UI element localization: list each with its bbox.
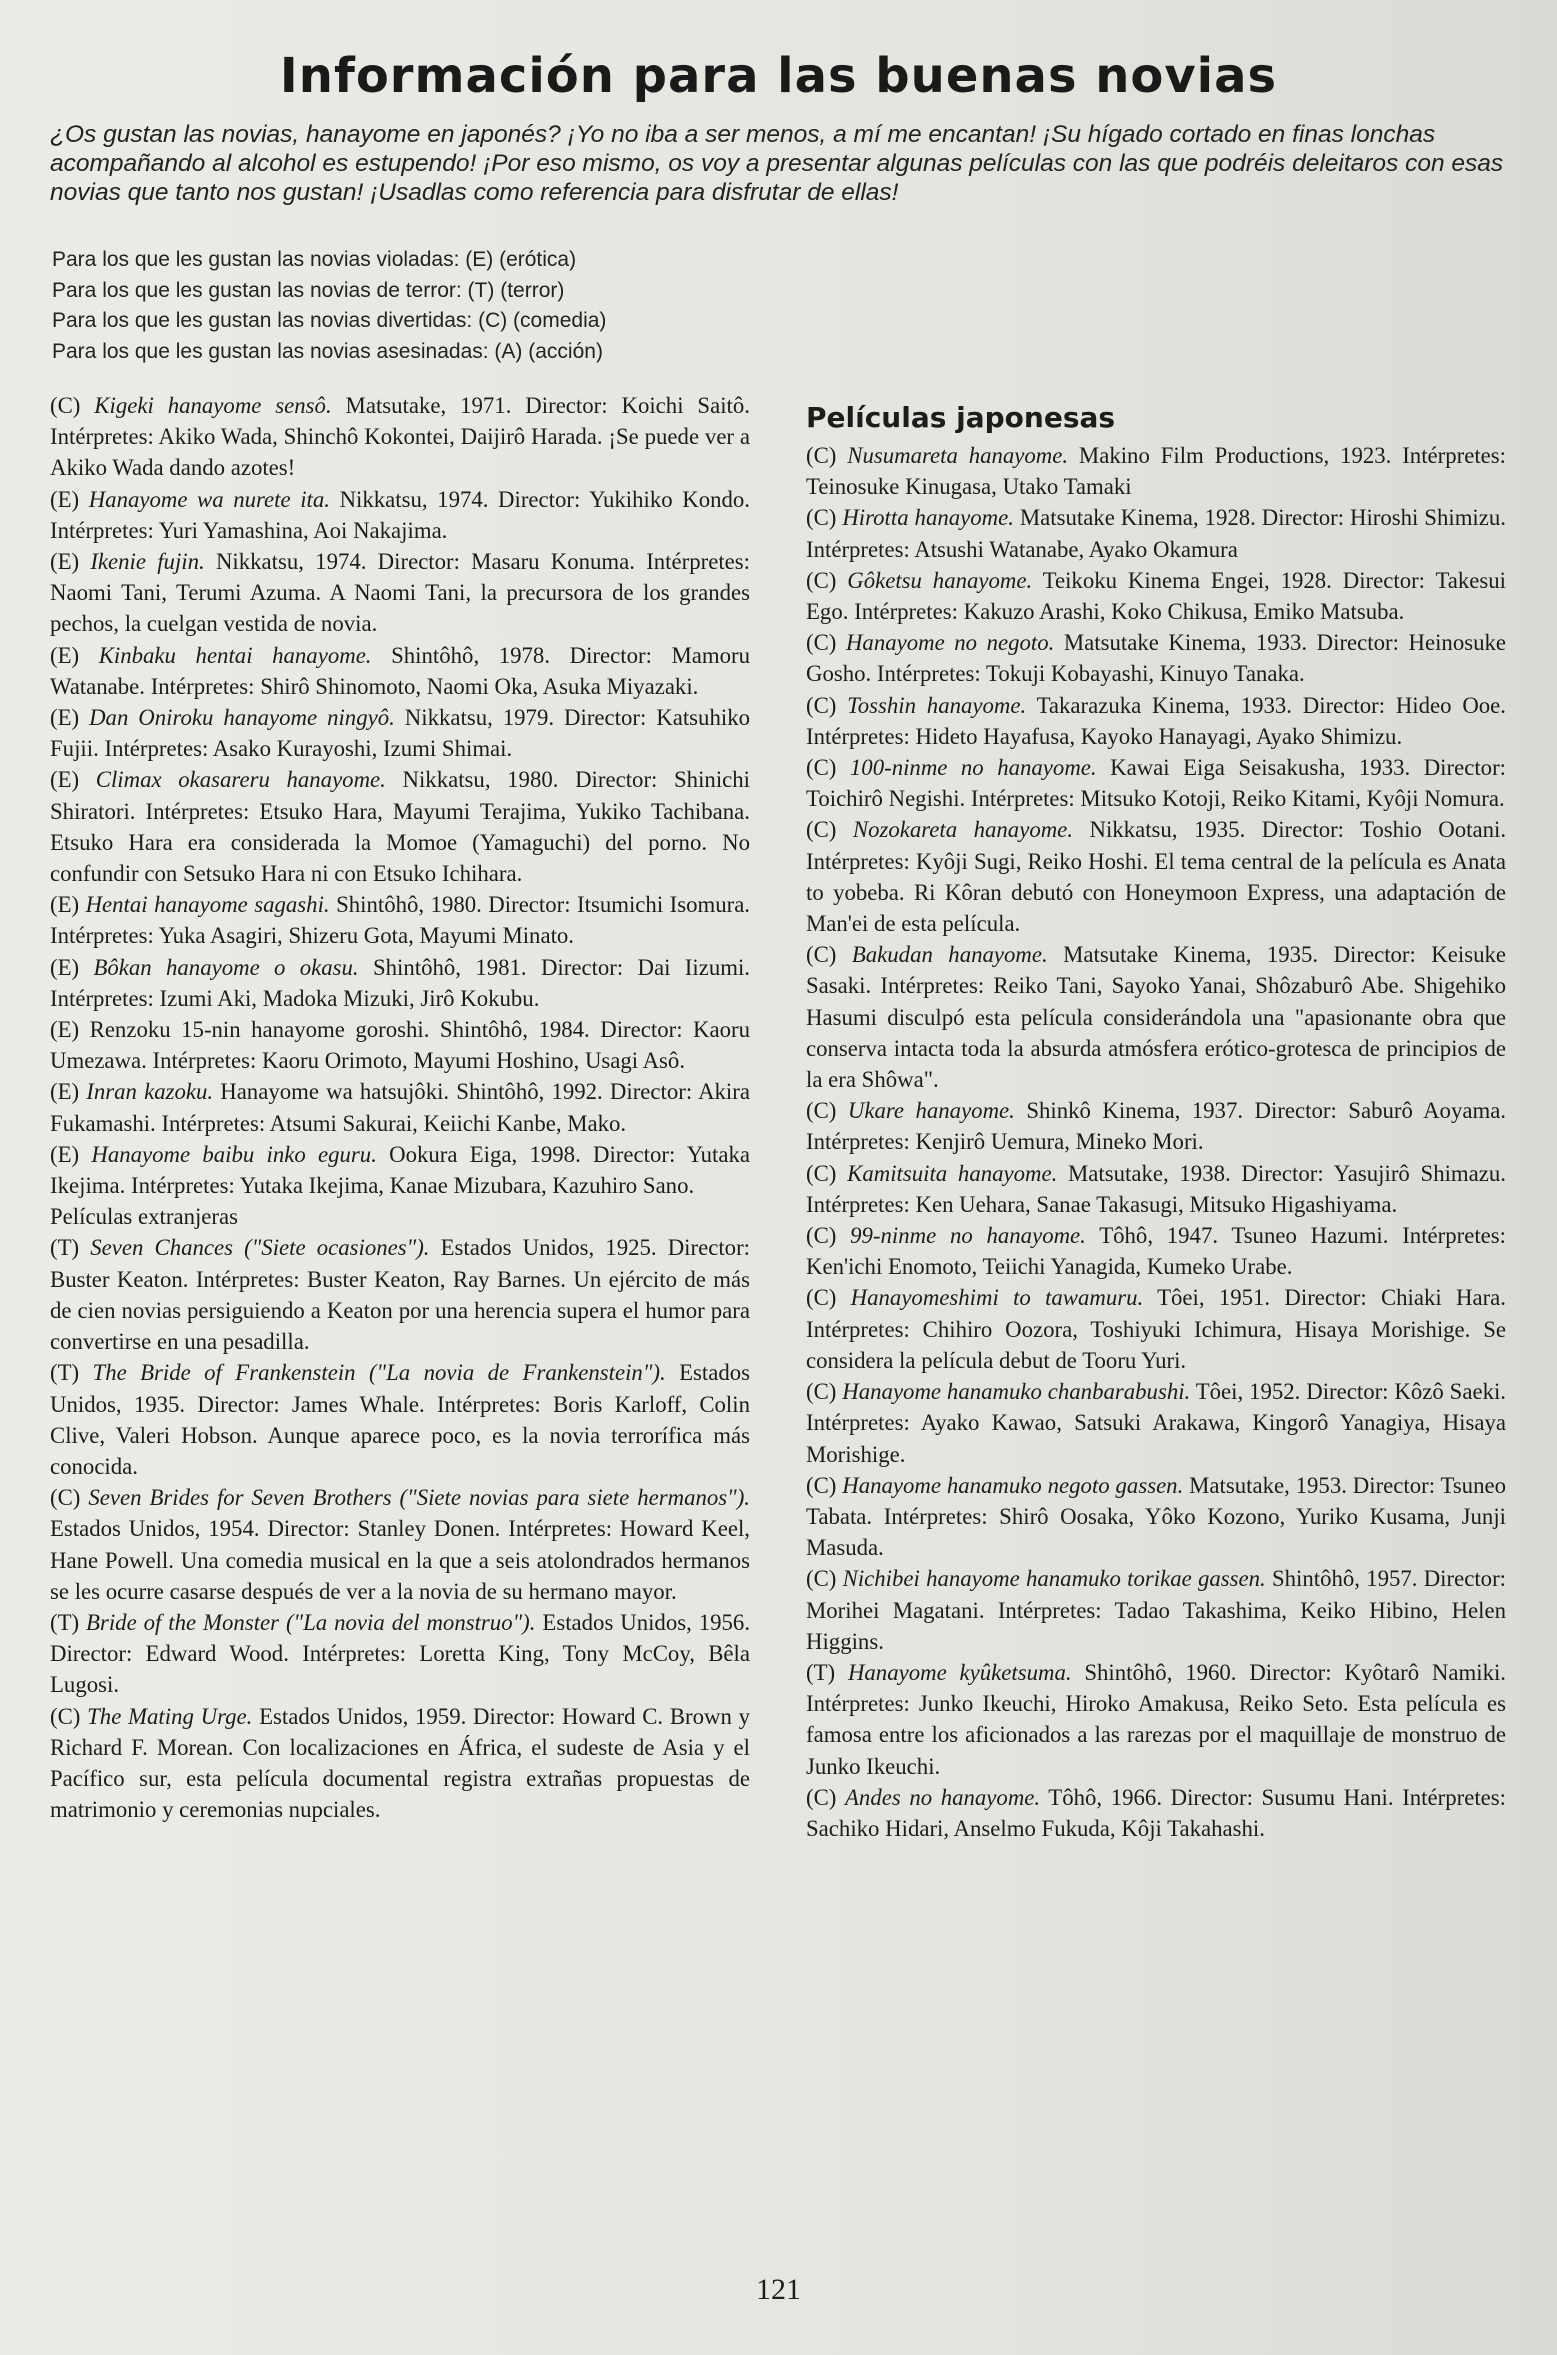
film-title: Seven Brides for Seven Brothers ("Siete novias para siete hermanos"). — [88, 1485, 750, 1511]
genre-tag: (C) — [806, 817, 837, 843]
film-entry — [50, 702, 750, 764]
film-details: Kawai Eiga Seisakusha, 1933. Director: Toichirô Negishi. Intérpretes: Mitsuko Kotoji, Reiko Kitami, Kyôji Nomura. — [806, 755, 1506, 812]
film-title: 99-ninme no hanayome. — [850, 1223, 1086, 1249]
film-entry — [50, 1139, 750, 1201]
genre-tag: (C) — [806, 692, 837, 718]
film-details: Nikkatsu, 1935. Director: Toshio Ootani. Intérpretes: Kyôji Sugi, Reiko Hoshi. El tema central de la película es Anata to yobeba. Ri Kôran debutó con Honeymoon Express, una adaptación de Man'ei de esta película. — [806, 817, 1507, 937]
genre-tag: (E) — [50, 1017, 80, 1043]
film-title: The Mating Urge. — [87, 1703, 253, 1729]
film-entry — [50, 1014, 750, 1076]
guide-line: Para los que les gustan las novias de terror: (T) (terror) — [52, 278, 565, 302]
film-entry — [50, 1482, 750, 1607]
right-column-entries — [806, 440, 1506, 1844]
film-details: Shintôhô, 1980. Director: Itsumichi Isomura. Intérpretes: Yuka Asagiri, Shizeru Gota, Mayumi Minato. — [50, 892, 751, 949]
film-title: Hentai hanayome sagashi. — [85, 892, 330, 918]
genre-tag: (C) — [50, 1485, 81, 1511]
film-title: Bôkan hanayome o okasu. — [93, 954, 359, 980]
film-details: Estados Unidos, 1935. Director: James Whale. Intérpretes: Boris Karloff, Colin Clive, Valeri Hobson. Aunque aparece poco, es la novia terrorífica más conocida. — [50, 1360, 750, 1479]
film-title: Hanayome hanamuko chanbarabushi. — [842, 1379, 1191, 1405]
film-entry — [50, 640, 750, 702]
genre-tag: (C) — [806, 1098, 837, 1124]
film-entry — [50, 1701, 750, 1826]
film-title: Hanayomeshimi to tawamuru. — [850, 1285, 1144, 1311]
intro-text: ¿Os gustan las novias, hanayome en japonés? ¡Yo no iba a ser menos, a mí me encantan! ¡Su hígado cortado en finas lonchas acompañando al alcohol es estupendo! ¡Por eso mismo, os voy a presentar algunas películas con las que podréis deleitaros con esas novias que tanto nos gustan! ¡Usadlas como referencia para disfrutar de ellas! — [50, 121, 1504, 206]
genre-tag: (C) — [806, 443, 837, 468]
genre-tag: (C) — [50, 1703, 81, 1729]
film-title: Tosshin hanayome. — [847, 692, 1027, 718]
genre-tag: (C) — [806, 1223, 837, 1249]
film-details: Shintôhô, 1957. Director: Morihei Magatani. Intérpretes: Tadao Takashima, Keiko Hibino, Helen Higgins. — [806, 1566, 1506, 1654]
genre-tag: (C) — [806, 1160, 837, 1186]
film-details: Makino Film Productions, 1923. Intérpretes: Teinosuke Kinugasa, Utako Tamaki — [806, 443, 1507, 500]
genre-tag: (C) — [806, 1472, 837, 1498]
film-title: Kamitsuita hanayome. — [847, 1160, 1058, 1186]
genre-tag: (T) — [50, 1360, 80, 1386]
genre-tag: (C) — [806, 942, 837, 968]
left-column — [50, 390, 750, 1825]
genre-tag: (E) — [50, 1079, 80, 1105]
genre-guide — [52, 245, 812, 367]
genre-tag: (E) — [50, 892, 80, 918]
film-entry — [806, 1657, 1506, 1782]
film-details: Tôhô, 1947. Tsuneo Hazumi. Intérpretes: Ken'ichi Enomoto, Teiichi Yanagida, Kumeko Urabe. — [806, 1223, 1506, 1280]
film-title: Dan Oniroku hanayome ningyô. — [89, 705, 395, 731]
film-title: Hirotta hanayome. — [842, 505, 1014, 531]
film-details: Matsutake, 1938. Director: Yasujirô Shimazu. Intérpretes: Ken Uehara, Sanae Takasugi, Mitsuko Higashiyama. — [806, 1160, 1507, 1217]
genre-tag: (C) — [806, 505, 837, 531]
film-entry — [50, 484, 750, 546]
film-details: Takarazuka Kinema, 1933. Director: Hideo Ooe. Intérpretes: Hideto Hayafusa, Kayoko Hanayagi, Ayako Shimizu. — [806, 692, 1506, 749]
film-details: Hanayome wa hatsujôki. Shintôhô, 1992. Director: Akira Fukamashi. Intérpretes: Atsumi Sakurai, Keiichi Kanbe, Mako. — [50, 1079, 750, 1136]
film-entry — [806, 440, 1506, 502]
genre-tag: (C) — [806, 567, 837, 593]
film-details: Matsutake, 1971. Director: Koichi Saitô. Intérpretes: Akiko Wada, Shinchô Kokontei, Daijirô Harada. ¡Se puede ver a Akiko Wada dando azotes! — [50, 393, 750, 481]
film-details: Shinkô Kinema, 1937. Director: Saburô Aoyama. Intérpretes: Kenjirô Uemura, Mineko Mori. — [806, 1098, 1507, 1155]
film-details: Matsutake Kinema, 1928. Director: Hiroshi Shimizu. Intérpretes: Atsushi Watanabe, Ayako Okamura — [806, 505, 1506, 562]
film-details: Estados Unidos, 1925. Director: Buster Keaton. Intérpretes: Buster Keaton, Ray Barnes. Un ejército de más de cien novias persiguiendo a Keaton por una herencia supera el humor para convertirse en una pesadilla. — [50, 1235, 751, 1355]
film-entry — [806, 1376, 1506, 1470]
genre-tag: (E) — [50, 954, 80, 980]
film-entry — [806, 565, 1506, 627]
film-entry — [50, 1201, 750, 1232]
page-title: Información para las buenas novias — [279, 48, 1278, 104]
film-entry — [50, 1357, 750, 1482]
film-details: Ookura Eiga, 1998. Director: Yutaka Ikejima. Intérpretes: Yutaka Ikejima, Kanae Mizubara, Kazuhiro Sano. — [50, 1141, 750, 1199]
genre-tag: (C) — [806, 1379, 837, 1405]
film-details: Estados Unidos, 1956. Director: Edward Wood. Intérpretes: Loretta King, Tony McCoy, Bêla Lugosi. — [50, 1609, 751, 1698]
genre-tag: (C) — [806, 755, 837, 781]
right-column — [806, 398, 1506, 1844]
film-details: Shintôhô, 1981. Director: Dai Iizumi. Intérpretes: Izumi Aki, Madoka Mizuki, Jirô Kokubu. — [50, 954, 751, 1011]
film-entry — [50, 1076, 750, 1138]
film-entry — [50, 952, 750, 1014]
genre-tag: (E) — [50, 642, 80, 668]
film-title: Hanayome wa nurete ita. — [88, 486, 330, 512]
film-title: Hanayome hanamuko negoto gassen. — [842, 1472, 1184, 1498]
film-details: Teikoku Kinema Engei, 1928. Director: Takesui Ego. Intérpretes: Kakuzo Arashi, Koko Chikusa, Emiko Matsuba. — [806, 567, 1507, 625]
film-entry — [50, 390, 750, 484]
film-entry — [806, 814, 1506, 939]
film-title: Hanayome no negoto. — [845, 630, 1055, 656]
genre-tag: (E) — [50, 705, 80, 731]
film-entry — [806, 1282, 1506, 1376]
film-title: 100-ninme no hanayome. — [849, 755, 1097, 781]
film-details: Tôhô, 1966. Director: Susumu Hani. Intérpretes: Sachiko Hidari, Anselmo Fukuda, Kôji Takahashi. — [806, 1784, 1506, 1841]
genre-tag: (E) — [50, 549, 80, 575]
film-title: Ukare hanayome. — [847, 1098, 1015, 1124]
film-entry — [806, 1095, 1506, 1157]
film-entry — [806, 752, 1506, 814]
film-entry — [50, 1607, 750, 1701]
genre-tag: (C) — [806, 1784, 837, 1810]
film-entry — [806, 627, 1506, 689]
genre-tag: (C) — [806, 1285, 837, 1311]
film-details: Shintôhô, 1960. Director: Kyôtarô Namiki. Intérpretes: Junko Ikeuchi, Hiroko Amakusa, Reiko Seto. Esta película es famosa entre los aficionados a las rarezas por el maquillaje de monstruo de Junko Ikeuchi. — [806, 1659, 1507, 1779]
guide-line: Para los que les gustan las novias asesinadas: (A) (acción) — [52, 339, 603, 363]
film-details: Nikkatsu, 1974. Director: Masaru Konuma. Intérpretes: Naomi Tani, Terumi Azuma. A Naomi Tani, la precursora de los grandes pechos, la cuelgan vestida de novia. — [50, 549, 750, 637]
film-entry — [50, 1232, 750, 1357]
genre-tag: (E) — [50, 1141, 80, 1167]
film-entry — [806, 690, 1506, 752]
film-entry — [806, 1782, 1506, 1844]
film-details: Nikkatsu, 1974. Director: Yukihiko Kondo. Intérpretes: Yuri Yamashina, Aoi Nakajima. — [50, 486, 751, 543]
genre-tag: (T) — [50, 1609, 80, 1635]
film-entry — [50, 764, 750, 889]
film-title: Nozokareta hanayome. — [852, 817, 1074, 843]
genre-tag: (C) — [50, 393, 81, 418]
guide-line: Para los que les gustan las novias violadas: (E) (erótica) — [52, 248, 577, 271]
film-title: Andes no hanayome. — [845, 1784, 1041, 1810]
film-entry — [50, 889, 750, 951]
film-details: Shintôhô, 1978. Director: Mamoru Watanabe. Intérpretes: Shirô Shinomoto, Naomi Oka, Asuka Miyazaki. — [50, 642, 750, 699]
film-title: Nichibei hanayome hanamuko torikae gassen. — [842, 1566, 1266, 1592]
film-entry — [806, 939, 1506, 1095]
film-details: Tôei, 1951. Director: Chiaki Hara. Intérpretes: Chihiro Oozora, Toshiyuki Ichimura, Hisaya Morishige. Se considera la película debut de Tooru Yuri. — [806, 1285, 1506, 1373]
genre-tag: (E) — [50, 486, 80, 512]
film-title: Bakudan hanayome. — [851, 942, 1048, 968]
film-details: Películas extranjeras — [50, 1204, 238, 1230]
film-entry — [806, 1470, 1506, 1564]
film-entry — [806, 502, 1506, 564]
genre-tag: (E) — [50, 767, 80, 793]
intro-paragraph — [50, 120, 1510, 207]
film-title: Ikenie fujin. — [90, 549, 205, 575]
genre-tag: (C) — [806, 1566, 837, 1592]
film-title: Seven Chances ("Siete ocasiones"). — [90, 1235, 430, 1261]
film-entry — [806, 1563, 1506, 1657]
genre-tag: (C) — [806, 630, 837, 656]
film-details: Renzoku 15-nin hanayome goroshi. Shintôhô, 1984. Director: Kaoru Umezawa. Intérpretes: Kaoru Orimoto, Mayumi Hoshino, Usagi Asô. — [50, 1017, 750, 1074]
film-title: Hanayome kyûketsuma. — [847, 1659, 1072, 1685]
film-title: Bride of the Monster ("La novia del monstruo"). — [86, 1609, 536, 1635]
film-details: Nikkatsu, 1980. Director: Shinichi Shiratori. Intérpretes: Etsuko Hara, Mayumi Terajima, Yukiko Tachibana. Etsuko Hara era considerada la Momoe (Yamaguchi) del porno. No confundir con Setsuko Hara ni con Etsuko Ichihara. — [50, 767, 750, 887]
film-title: Nusumareta hanayome. — [847, 443, 1069, 468]
film-entry — [806, 1158, 1506, 1220]
film-title: Gôketsu hanayome. — [847, 567, 1033, 593]
genre-tag: (T) — [50, 1235, 80, 1261]
film-title: Climax okasareru hanayome. — [95, 767, 386, 793]
film-details: Tôei, 1952. Director: Kôzô Saeki. Intérpretes: Ayako Kawao, Satsuki Arakawa, Kingorô Yanagiya, Hisaya Morishige. — [806, 1379, 1506, 1467]
film-title: Kigeki hanayome sensô. — [94, 393, 332, 418]
guide-line: Para los que les gustan las novias divertidas: (C) (comedia) — [52, 309, 607, 332]
film-entry — [806, 1220, 1506, 1282]
film-details: Matsutake, 1953. Director: Tsuneo Tabata. Intérpretes: Shirô Oosaka, Yôko Kozono, Yuriko Kusama, Junji Masuda. — [806, 1472, 1506, 1561]
film-details: Nikkatsu, 1979. Director: Katsuhiko Fujii. Intérpretes: Asako Kurayoshi, Izumi Shimai. — [50, 705, 750, 762]
film-title: Hanayome baibu inko eguru. — [91, 1141, 377, 1167]
film-title: Kinbaku hentai hanayome. — [98, 642, 372, 668]
film-entry — [50, 546, 750, 640]
genre-tag: (T) — [806, 1659, 836, 1685]
film-details: Estados Unidos, 1954. Director: Stanley Donen. Intérpretes: Howard Keel, Hane Powell. Una comedia musical en la que a seis atolondrados hermanos se les ocurre casarse después de ver a la novia de su hermano mayor. — [50, 1516, 750, 1604]
film-details: Matsutake Kinema, 1935. Director: Keisuke Sasaki. Intérpretes: Reiko Tani, Sayoko Yanai, Shôzaburô Abe. Shigehiko Hasumi disculpó esta película considerándola una "apasionante obra que conserva intacta toda la absurda atmósfera erótico-grotesca de principios de la era Shôwa". — [806, 942, 1506, 1093]
film-title: The Bride of Frankenstein ("La novia de Frankenstein"). — [92, 1360, 666, 1386]
film-details: Matsutake Kinema, 1933. Director: Heinosuke Gosho. Intérpretes: Tokuji Kobayashi, Kinuyo Tanaka. — [806, 630, 1507, 687]
film-details: Estados Unidos, 1959. Director: Howard C. Brown y Richard F. Morean. Con localizaciones en África, el sudeste de Asia y el Pacífico sur, esta película documental registra extrañas propuestas de matrimonio y ceremonias nupciales. — [50, 1703, 751, 1823]
page-number: 121 — [756, 2273, 801, 2306]
film-title: Inran kazoku. — [86, 1079, 214, 1105]
section-heading-japanese-films: Películas japonesas — [806, 401, 1116, 434]
